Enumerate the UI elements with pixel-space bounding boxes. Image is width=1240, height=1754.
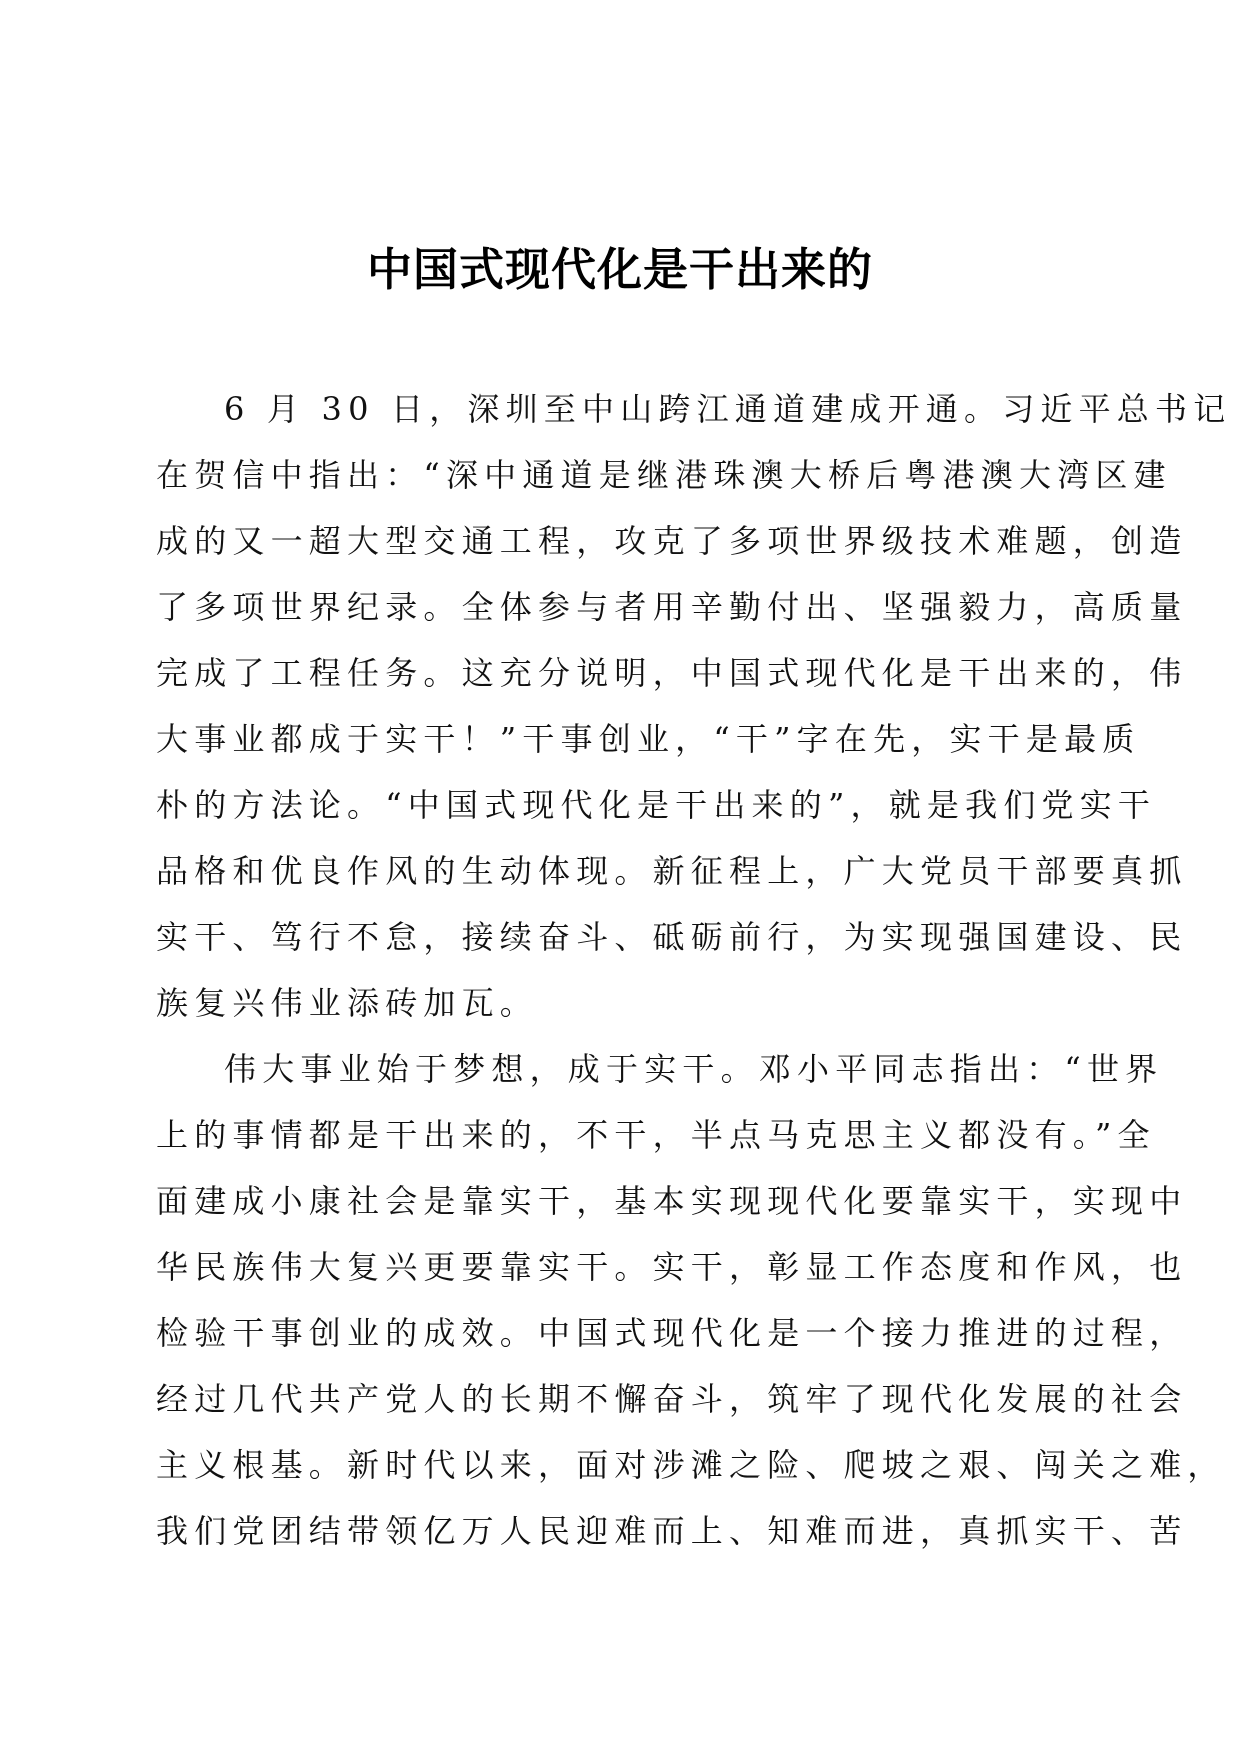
text-line: 品格和优良作风的生动体现。新征程上，广大党员干部要真抓 bbox=[156, 852, 1188, 890]
text-line: 了多项世界纪录。全体参与者用辛勤付出、坚强毅力，高质量 bbox=[156, 588, 1188, 626]
paragraph-1 bbox=[156, 376, 1232, 1036]
text-line: 经过几代共产党人的长期不懈奋斗，筑牢了现代化发展的社会 bbox=[156, 1380, 1188, 1418]
text-line: 族复兴伟业添砖加瓦。 bbox=[156, 984, 539, 1022]
text-line: 朴的方法论。“中国式现代化是干出来的”，就是我们党实干 bbox=[156, 786, 1157, 824]
text-line: 面建成小康社会是靠实干，基本实现现代化要靠实干，实现中 bbox=[156, 1182, 1188, 1220]
text-line: 6 月 30 日，深圳至中山跨江通道建成开通。习近平总书记 bbox=[224, 390, 1232, 428]
page-title: 中国式现代化是干出来的 bbox=[366, 243, 873, 296]
text-line: 大事业都成于实干！”干事创业，“干”字在先，实干是最质 bbox=[156, 720, 1141, 758]
text-line: 成的又一超大型交通工程，攻克了多项世界级技术难题，创造 bbox=[156, 522, 1188, 560]
text-line: 检验干事创业的成效。中国式现代化是一个接力推进的过程， bbox=[156, 1314, 1188, 1352]
text-line: 实干、笃行不怠，接续奋斗、砥砺前行，为实现强国建设、民 bbox=[156, 918, 1188, 956]
text-line: 上的事情都是干出来的，不干，半点马克思主义都没有。”全 bbox=[156, 1116, 1156, 1154]
article-body bbox=[156, 376, 1232, 1564]
text-line: 华民族伟大复兴更要靠实干。实干，彰显工作态度和作风，也 bbox=[156, 1248, 1188, 1286]
paragraph-2 bbox=[156, 1036, 1226, 1564]
text-line: 在贺信中指出：“深中通道是继港珠澳大桥后粤港澳大湾区建 bbox=[156, 456, 1172, 494]
text-line: 完成了工程任务。这充分说明，中国式现代化是干出来的，伟 bbox=[156, 654, 1188, 692]
text-line: 主义根基。新时代以来，面对涉滩之险、爬坡之艰、闯关之难， bbox=[156, 1446, 1226, 1484]
text-line: 伟大事业始于梦想，成于实干。邓小平同志指出：“世界 bbox=[224, 1050, 1164, 1088]
text-line: 我们党团结带领亿万人民迎难而上、知难而进，真抓实干、苦 bbox=[156, 1512, 1188, 1550]
